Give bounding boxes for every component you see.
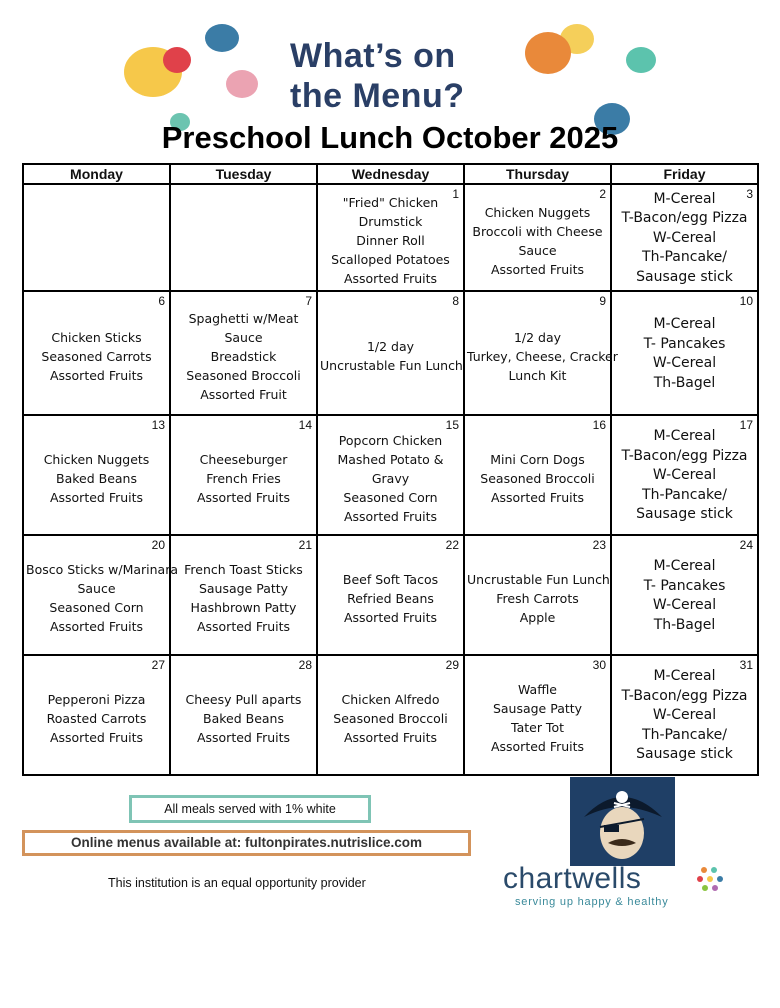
- menu-item: Chicken Nuggets: [484, 204, 591, 220]
- weekday-wednesday: Wednesday: [317, 164, 464, 184]
- weekday-header-row: [23, 164, 758, 184]
- menu-item: Baked Beans: [56, 470, 137, 486]
- menu-items: [318, 329, 463, 377]
- menu-item: 1/2 day: [513, 329, 562, 345]
- menu-item: Sauce: [77, 581, 116, 596]
- calendar-day-cell: [611, 184, 758, 291]
- menu-item: Sausage Patty: [198, 581, 289, 596]
- menu-item: T- Pancakes: [643, 335, 726, 352]
- day-number: 24: [739, 538, 753, 552]
- menu-item: Mashed Potato &: [337, 451, 444, 467]
- calendar-day-cell: [23, 184, 170, 291]
- day-number: 2: [599, 187, 606, 201]
- menu-item: Th-Pancake/: [642, 726, 727, 743]
- menu-item: M-Cereal: [653, 190, 716, 207]
- day-number: 9: [599, 294, 606, 308]
- menu-title-line1: What’s on: [290, 37, 456, 75]
- calendar-day-cell: [170, 184, 317, 291]
- day-number: 13: [151, 418, 165, 432]
- chartwells-wordmark: chartwells: [503, 862, 642, 895]
- calendar-day-cell: [170, 291, 317, 415]
- menu-item: Th-Bagel: [653, 374, 716, 391]
- menu-item: Waffle: [518, 682, 557, 697]
- brand-dots-icon: [694, 866, 730, 892]
- calendar-week-row: [23, 415, 758, 535]
- menu-item: Sauce: [518, 242, 557, 258]
- menu-items: [171, 301, 316, 406]
- menu-item: Broccoli with Cheese: [472, 223, 603, 239]
- menu-item: Uncrustable Fun Lunch: [467, 571, 610, 587]
- day-number: 22: [445, 538, 459, 552]
- calendar-day-cell: [611, 291, 758, 415]
- calendar-week-row: [23, 655, 758, 775]
- menu-items: [171, 552, 316, 638]
- menu-items: [318, 185, 463, 290]
- menu-item: Assorted Fruits: [49, 489, 144, 505]
- calendar-week-row: [23, 291, 758, 415]
- menu-item: W-Cereal: [652, 467, 717, 484]
- calendar-day-cell: [317, 535, 464, 655]
- calendar-week-row: [23, 535, 758, 655]
- menu-item: Hashbrown Patty: [190, 600, 297, 615]
- menu-items: [24, 442, 169, 509]
- menu-item: Assorted Fruits: [196, 729, 291, 745]
- day-number: 30: [592, 658, 606, 672]
- menu-item: T-Bacon/egg Pizza: [621, 210, 748, 227]
- menu-items: [171, 442, 316, 509]
- menu-item: Seasoned Broccoli: [480, 470, 595, 486]
- menu-item: Assorted Fruits: [343, 508, 438, 524]
- menu-items: [171, 682, 316, 749]
- menu-items: [612, 423, 757, 527]
- menu-items: [24, 682, 169, 749]
- menu-item: Assorted Fruits: [343, 271, 438, 286]
- menu-item: Bosco Sticks w/Marinara: [26, 562, 179, 577]
- menu-item: Sausage stick: [636, 268, 733, 285]
- menu-item: Assorted Fruits: [343, 729, 438, 745]
- menu-item: Seasoned Corn: [49, 600, 144, 615]
- calendar-day-cell: [170, 655, 317, 775]
- menu-items: [318, 423, 463, 528]
- menu-items: [612, 186, 757, 290]
- menu-item: Seasoned Broccoli: [333, 710, 448, 726]
- calendar-day-cell: [464, 291, 618, 415]
- menu-item: M-Cereal: [653, 668, 716, 685]
- menu-items: [612, 311, 757, 395]
- calendar-day-cell: [611, 535, 758, 655]
- menu-items: [171, 233, 316, 243]
- menu-items: [318, 682, 463, 749]
- menu-items: [465, 672, 610, 758]
- page-title: Preschool Lunch October 2025: [161, 120, 619, 155]
- calendar-day-cell: [23, 655, 170, 775]
- weekday-friday: Friday: [611, 164, 758, 184]
- menu-item: Assorted Fruits: [196, 489, 291, 505]
- menu-item: W-Cereal: [652, 707, 717, 724]
- menu-items: [612, 553, 757, 637]
- menu-item: Pepperoni Pizza: [47, 691, 146, 707]
- calendar-day-cell: [611, 655, 758, 775]
- menu-item: "Fried" Chicken: [342, 195, 439, 210]
- weekday-monday: Monday: [23, 164, 170, 184]
- pirate-logo: [570, 777, 675, 866]
- menu-item: Refried Beans: [347, 590, 434, 606]
- equal-opportunity-note: This institution is an equal opportunity provider: [108, 876, 366, 890]
- menu-item: Drumstick: [358, 214, 423, 229]
- menu-item: Beef Soft Tacos: [342, 571, 439, 587]
- menu-items: [24, 233, 169, 243]
- calendar-day-cell: [464, 415, 611, 535]
- milk-note: All meals served with 1% white: [129, 795, 371, 823]
- menu-item: French Fries: [206, 470, 281, 486]
- menu-item: Roasted Carrots: [46, 710, 147, 726]
- menu-item: Th-Pancake/: [642, 249, 727, 266]
- menu-item: Scalloped Potatoes: [331, 252, 450, 267]
- menu-item: Turkey, Cheese, Cracker: [467, 348, 618, 364]
- menu-item: W-Cereal: [652, 355, 717, 371]
- day-number: 21: [298, 538, 312, 552]
- decor-dot-teal: [626, 47, 656, 73]
- menu-item: M-Cereal: [653, 428, 716, 445]
- menu-item: Sausage stick: [636, 746, 733, 763]
- menu-item: Mini Corn Dogs: [490, 451, 585, 467]
- calendar-day-cell: [23, 535, 179, 655]
- calendar-day-cell: [464, 655, 611, 775]
- day-number: 3: [746, 187, 753, 201]
- calendar-week-row: [23, 184, 758, 291]
- menu-title: [290, 36, 550, 116]
- menu-item: Dinner Roll: [356, 233, 425, 248]
- menu-item: Chicken Alfredo: [341, 691, 440, 707]
- menu-items: [24, 552, 179, 638]
- day-number: 29: [445, 658, 459, 672]
- menu-item: 1/2 day: [366, 339, 415, 354]
- calendar-day-cell: [464, 184, 611, 291]
- menu-item: Tater Tot: [511, 720, 564, 735]
- day-number: 20: [151, 538, 165, 552]
- menu-item: Assorted Fruits: [490, 739, 585, 754]
- menu-item: Chicken Nuggets: [43, 451, 150, 467]
- menu-item: Chicken Sticks: [51, 329, 142, 345]
- calendar-day-cell: [23, 291, 170, 415]
- menu-item: Th-Bagel: [653, 616, 716, 633]
- day-number: 17: [739, 418, 753, 432]
- calendar-day-cell: [170, 415, 317, 535]
- weekday-thursday: Thursday: [464, 164, 611, 184]
- calendar-day-cell: [464, 535, 611, 655]
- day-number: 27: [151, 658, 165, 672]
- decor-dot-pink: [226, 70, 258, 98]
- menu-items: [465, 562, 610, 629]
- menu-item: Baked Beans: [203, 710, 284, 726]
- menu-item: Seasoned Corn: [343, 489, 438, 505]
- menu-item: M-Cereal: [653, 316, 716, 332]
- day-number: 10: [739, 294, 753, 308]
- menu-title-line2: the Menu?: [290, 77, 465, 115]
- menu-item: T- Pancakes: [643, 577, 726, 594]
- day-number: 28: [298, 658, 312, 672]
- menu-item: Assorted Fruits: [49, 367, 144, 383]
- menu-item: Assorted Fruits: [196, 619, 291, 634]
- menu-item: Assorted Fruits: [490, 489, 585, 505]
- day-number: 8: [452, 294, 459, 308]
- calendar-day-cell: [317, 415, 464, 535]
- calendar-day-cell: [611, 415, 758, 535]
- day-number: 6: [158, 294, 165, 308]
- menu-item: Seasoned Carrots: [41, 348, 152, 364]
- menu-item: T-Bacon/egg Pizza: [621, 687, 748, 704]
- day-number: 23: [592, 538, 606, 552]
- decor-dot-blue: [205, 24, 239, 52]
- menu-items: [465, 320, 618, 387]
- menu-item: Popcorn Chicken: [338, 432, 443, 448]
- menu-items: [465, 195, 610, 281]
- menu-item: Cheeseburger: [199, 451, 288, 467]
- day-number: 7: [305, 294, 312, 308]
- weekday-tuesday: Tuesday: [170, 164, 317, 184]
- calendar-day-cell: [317, 184, 464, 291]
- menu-item: Sauce: [224, 329, 263, 345]
- menu-item: Gravy: [371, 470, 410, 486]
- menu-item: Sausage stick: [636, 506, 733, 523]
- day-number: 15: [445, 418, 459, 432]
- decor-dot-red: [163, 47, 191, 73]
- day-number: 14: [298, 418, 312, 432]
- online-menu-note: Online menus available at: fultonpirates.nutrislice.com: [22, 830, 471, 856]
- menu-item: Sausage Patty: [492, 701, 583, 716]
- menu-items: [465, 442, 610, 509]
- menu-item: Uncrustable Fun Lunch: [320, 358, 463, 373]
- menu-item: Assorted Fruits: [490, 261, 585, 277]
- day-number: 1: [452, 187, 459, 201]
- menu-item: Apple: [519, 609, 556, 625]
- menu-item: Seasoned Broccoli: [186, 367, 301, 383]
- menu-item: Assorted Fruits: [343, 609, 438, 625]
- menu-items: [612, 663, 757, 767]
- menu-items: [24, 320, 169, 387]
- menu-item: Assorted Fruits: [49, 619, 144, 634]
- day-number: 31: [739, 658, 753, 672]
- menu-item: Breadstick: [210, 348, 277, 364]
- menu-item: T-Bacon/egg Pizza: [621, 447, 748, 464]
- menu-item: M-Cereal: [653, 558, 716, 574]
- lunch-calendar: [22, 163, 759, 776]
- menu-item: Cheesy Pull aparts: [185, 691, 302, 707]
- menu-item: Assorted Fruits: [49, 729, 144, 745]
- menu-item: Spaghetti w/Meat: [188, 310, 299, 326]
- day-number: 16: [592, 418, 606, 432]
- menu-item: W-Cereal: [652, 229, 717, 246]
- calendar-day-cell: [170, 535, 317, 655]
- menu-item: Lunch Kit: [508, 367, 567, 383]
- pirate-icon: [570, 777, 675, 866]
- menu-item: Th-Pancake/: [642, 486, 727, 503]
- chartwells-tagline: serving up happy & healthy: [515, 896, 669, 908]
- menu-items: [318, 562, 463, 629]
- calendar-day-cell: [317, 655, 464, 775]
- calendar-day-cell: [23, 415, 170, 535]
- calendar-day-cell: [317, 291, 464, 415]
- menu-item: French Toast Sticks: [184, 562, 303, 577]
- menu-item: W-Cereal: [652, 597, 717, 613]
- menu-item: Fresh Carrots: [496, 590, 579, 606]
- menu-item: Assorted Fruit: [200, 386, 287, 402]
